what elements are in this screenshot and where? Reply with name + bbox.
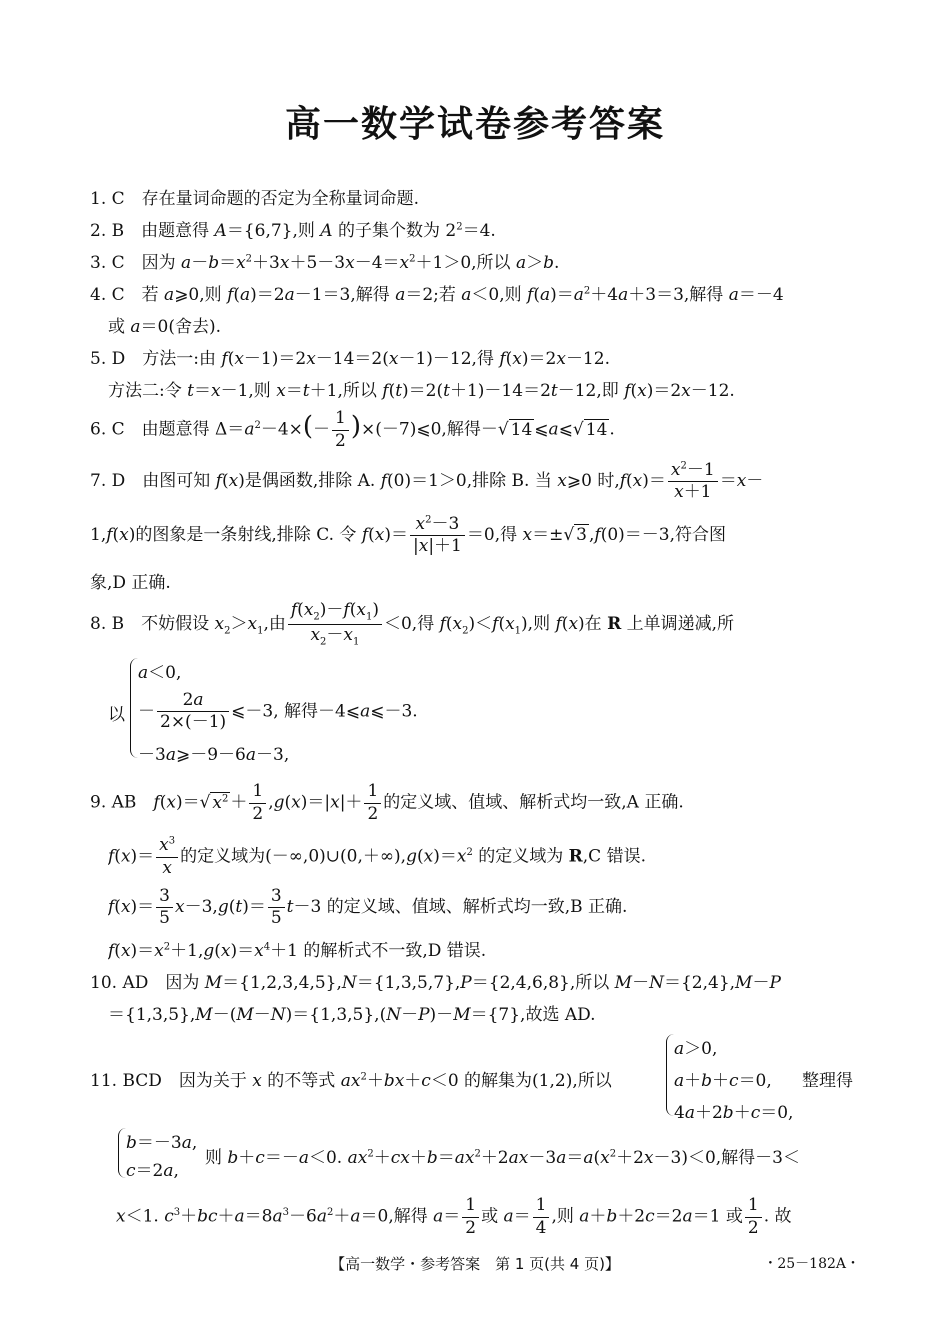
case-11-1: a＞0, bbox=[674, 1039, 718, 1059]
answer-7-cont: 1,f(x)的图象是一条射线,排除 C. 令 f(x)＝ $\frac{x^2-3}{|x|+1}$ ＝0,得 x＝±√ 3 ,f(0)＝－3,符合图 bbox=[90, 513, 727, 556]
footer-page-info: 【高一数学・参考答案 第 1 页(共 4 页)】 bbox=[330, 1255, 620, 1273]
case-11-4: b＝－3a, bbox=[126, 1133, 198, 1153]
answer-5-method2: 方法二:令 t＝x－1,则 x＝t＋1,所以 f(t)＝2(t＋1)－14＝2t－12,即 f(x)＝2x－12. bbox=[108, 381, 735, 401]
answer-5: 5. D 方法一:由 f(x－1)＝2x－14＝2(x－1)－12,得 f(x)＝2x－12. bbox=[90, 349, 610, 369]
case-11-5: c＝2a, bbox=[126, 1161, 179, 1181]
answer-1: 1. C 存在量词命题的否定为全称量词命题. bbox=[90, 189, 420, 209]
answer-8: 8. B 不妨假设 $x_2>x_1$,由 $\frac{f(x_2)-f(x_1)}{x_2-x_1}$ ＜0,得 $f(x_2)<f(x_1)$,则 f(x)在 R 上单调递减,所 bbox=[90, 600, 735, 648]
answer-10: 10. AD 因为 M＝{1,2,3,4,5},N＝{1,3,5,7},P＝{2,4,6,8},所以 M－N＝{2,4},M－P bbox=[90, 973, 781, 993]
answer-11-end: x＜1. $c^3+bc+a=8a^3-6a^2+a=0$,解得 a＝ $\frac{1}{2}$ 或 a＝ $\frac{1}{4}$ ,则 a＋b＋2c＝2a＝1 或 $\frac{1}{2}$ . 故 bbox=[116, 1195, 792, 1238]
case-11-2: a＋b＋c＝0, bbox=[674, 1071, 772, 1091]
answer-10-cont: ＝{1,3,5},M－(M－N)＝{1,3,5},(N－P)－M＝{7},故选 AD. bbox=[108, 1005, 596, 1025]
answer-11: 11. BCD 因为关于 x 的不等式 $ax^2+bx+c<0$ 的解集为(1,2),所以 bbox=[90, 1071, 612, 1091]
page-title: 高一数学试卷参考答案 bbox=[284, 104, 665, 145]
case-8-3: －3a⩾－9－6a－3, bbox=[138, 745, 290, 765]
case-8-2: － $\frac{2a}{2\times(-1)}$ ⩽－3, 解得－4⩽a⩽－3. bbox=[138, 690, 418, 733]
answer-3: 3. C 因为 $a-b=x^2+3x+5-3x-4=x^2+1>0$,所以 a＞b. bbox=[90, 253, 560, 273]
answer-6: 6. C 由题意得 $\Delta=a^2-4\times(-$ $\frac{1}{2}$ )×(－7)⩽0,解得－√ 14 ⩽a⩽√ 14 . bbox=[90, 408, 615, 451]
answer-9-b: f(x)＝ $\frac{3}{5}$ x－3,g(t)＝ $\frac{3}{5}$ t－3 的定义域、值域、解析式均一致,B 正确. bbox=[108, 885, 628, 928]
answer-11-cont: 则 b＋c＝－a＜0. $ax^2+cx+b=ax^2+2ax-3a=a(x^2+2x-3)<0$,解得－3＜ bbox=[205, 1148, 800, 1168]
case-11-3: 4a＋2b＋c＝0, bbox=[674, 1103, 794, 1123]
answer-9-d: $f(x)=x^2+1,g(x)=x^4+1$ 的解析式不一致,D 错误. bbox=[108, 941, 487, 961]
answer-2: 2. B 由题意得 A＝{6,7},则 A 的子集个数为 $2^2=4$. bbox=[90, 221, 496, 241]
answer-8-prefix: 以 bbox=[108, 705, 125, 725]
footer-code: ・25－182A・ bbox=[763, 1256, 860, 1272]
answer-7: 7. D 由图可知 f(x)是偶函数,排除 A. f(0)＝1＞0,排除 B. 当 x⩾0 时,f(x)＝ $\frac{x^2-1}{x+1}$ ＝x－ bbox=[90, 459, 764, 502]
answer-7-end: 象,D 正确. bbox=[90, 573, 171, 593]
answer-9: 9. AB f(x)＝√ $x^2$ ＋ $\frac{1}{2}$ ,g(x)＝|x|＋ $\frac{1}{2}$ 的定义域、值域、解析式均一致,A 正确. bbox=[90, 781, 684, 824]
answer-4: 4. C 若 a⩾0,则 f(a)＝2a－1＝3,解得 a＝2;若 a＜0,则 $f(a)=a^2+4a+3=3$,解得 a＝－4 bbox=[90, 285, 784, 305]
case-8-1: a＜0, bbox=[138, 663, 182, 683]
answer-9-c: f(x)＝ $\frac{x^3}{x}$ 的定义域为$(-\infty,0)\cup(0,+\infty),g(x)=x^2$ 的定义域为 R,C 错误. bbox=[108, 835, 646, 878]
answer-11-post: 整理得 bbox=[802, 1071, 853, 1091]
answer-4-cont: 或 a＝0(舍去). bbox=[108, 317, 222, 337]
